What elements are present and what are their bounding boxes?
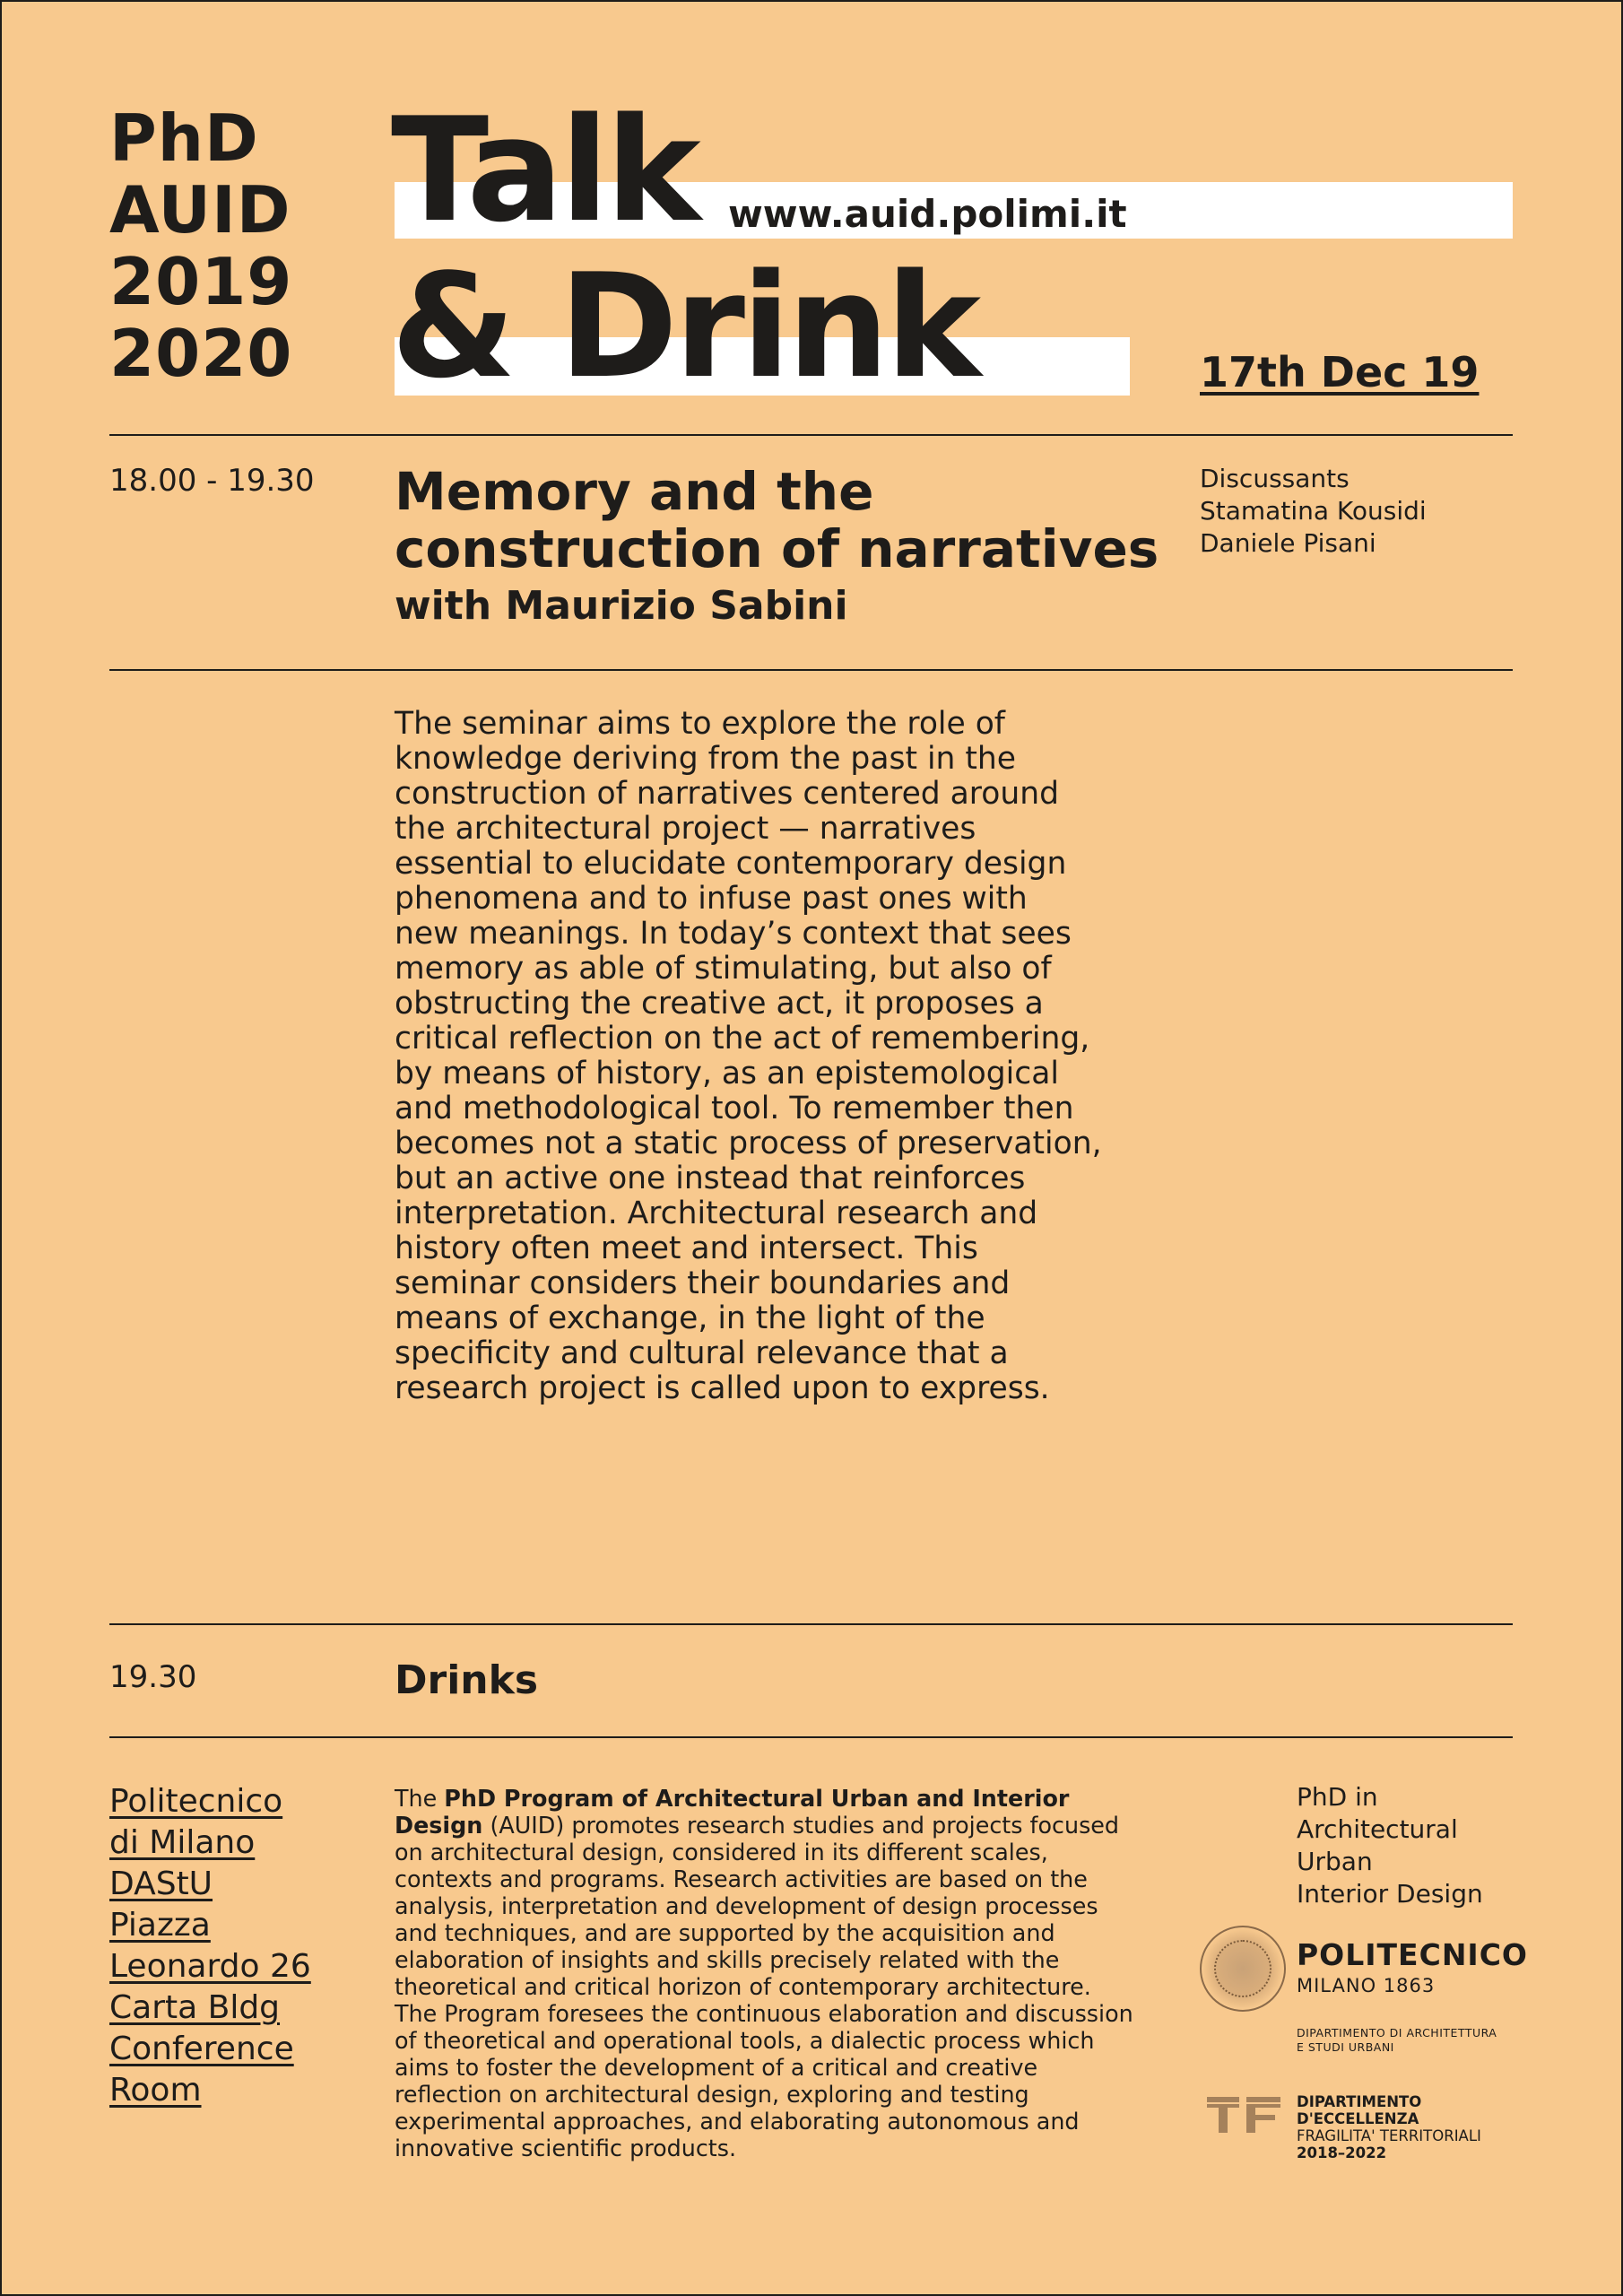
venue-line: Politecnico <box>109 1783 283 1820</box>
description-line: interpretation. Architectural research and <box>395 1196 1038 1231</box>
discussants <box>1200 463 1427 560</box>
excellence-line: FRAGILITA' TERRITORIALI <box>1297 2127 1481 2144</box>
phd-program-line: PhD in <box>1297 1782 1378 1812</box>
program-name: PhD Program of Architectural Urban and Interior Design <box>395 1785 1070 1839</box>
event-title-line2: & Drink <box>391 242 978 410</box>
program-text: (AUID) promotes research studies and projects focused on architectural design, considered in its different scales, contexts and programs. Research activities are based on the analysis, interpretation and development of design processes and techniques, and are supported by the acquisition and elaboration of insights and skills precisely related with the theoretical and critical horizon of contemporary architecture. The Program foresees the continuous elaboration and discussion of theoretical and operational tools, a dialectic process which aims to foster the development of a critical and creative reflection on architectural design, exploring and testing experimental approaches, and elaborating autonomous and innovative scientific products. <box>395 1812 1133 2161</box>
drinks-time: 19.30 <box>109 1659 197 1695</box>
politecnico-logo-text: POLITECNICO <box>1297 1937 1528 1972</box>
venue-line: Carta Bldg <box>109 1989 281 2026</box>
venue-line: Leonardo 26 <box>109 1948 311 1985</box>
venue-line: Conference <box>109 2031 294 2067</box>
description-line: knowledge deriving from the past in the <box>395 741 1016 777</box>
talk-time: 18.00 - 19.30 <box>109 463 315 499</box>
description-line: seminar considers their boundaries and <box>395 1265 1011 1301</box>
event-date: 17th Dec 19 <box>1200 348 1480 396</box>
description-line: construction of narratives centered around <box>395 776 1059 812</box>
excellence-line: D'ECCELLENZA <box>1297 2110 1419 2127</box>
description-line: critical reflection on the act of remembering, <box>395 1021 1090 1057</box>
tf-mark-icon <box>1207 2097 1282 2133</box>
description-line: research project is called upon to express. <box>395 1370 1050 1406</box>
description-line: the architectural project — narratives <box>395 811 976 847</box>
series-line: AUID <box>109 172 291 248</box>
description-line: obstructing the creative act, it proposes a <box>395 986 1044 1022</box>
politecnico-seal-icon <box>1200 1926 1286 2012</box>
divider <box>109 1623 1513 1625</box>
series-line: 2019 <box>109 244 293 319</box>
talk-speaker: with Maurizio Sabini <box>395 583 848 629</box>
department-name <box>1297 2026 1497 2055</box>
excellence-line: 2018–2022 <box>1297 2144 1387 2161</box>
talk-title-line: Memory and the <box>395 461 874 522</box>
discussant-name: Stamatina Kousidi <box>1200 496 1427 526</box>
excellence-label <box>1297 2093 1481 2161</box>
description-line: phenomena and to infuse past ones with <box>395 881 1028 917</box>
divider <box>109 1736 1513 1738</box>
description-line: essential to elucidate contemporary design <box>395 846 1067 882</box>
phd-program-line: Architectural <box>1297 1814 1458 1844</box>
venue-address <box>109 1781 311 2111</box>
description-line: memory as able of stimulating, but also of <box>395 951 1052 987</box>
description-line: means of exchange, in the light of the <box>395 1300 985 1336</box>
politecnico-city-text: MILANO 1863 <box>1297 1975 1436 1996</box>
description-line: new meanings. In today’s context that sees <box>395 916 1072 952</box>
series-line: PhD <box>109 100 259 176</box>
seminar-description <box>395 707 1148 1406</box>
phd-program-line: Interior Design <box>1297 1879 1483 1909</box>
description-line: specificity and cultural relevance that a <box>395 1335 1009 1371</box>
talk-title <box>395 463 1166 578</box>
description-line: The seminar aims to explore the role of <box>395 706 1005 742</box>
divider <box>109 434 1513 436</box>
venue-line: di Milano <box>109 1824 256 1861</box>
program-description <box>395 1785 1139 2161</box>
phd-program-line: Urban <box>1297 1847 1373 1876</box>
website-link[interactable]: www.auid.polimi.it <box>728 192 1127 236</box>
description-line: history often meet and intersect. This <box>395 1231 978 1266</box>
discussants-label: Discussants <box>1200 464 1350 493</box>
description-line: and methodological tool. To remember then <box>395 1091 1074 1126</box>
venue-line: DAStU <box>109 1866 213 1902</box>
discussant-name: Daniele Pisani <box>1200 528 1376 558</box>
excellence-line: DIPARTIMENTO <box>1297 2093 1422 2110</box>
description-line: but an active one instead that reinforces <box>395 1161 1026 1196</box>
description-line: by means of history, as an epistemological <box>395 1056 1059 1091</box>
program-intro: The <box>395 1785 445 1812</box>
department-line: DIPARTIMENTO DI ARCHITETTURA <box>1297 2026 1497 2039</box>
venue-line: Room <box>109 2072 202 2109</box>
talk-title-line: construction of narratives <box>395 518 1159 579</box>
phd-program-label <box>1297 1781 1483 1910</box>
divider <box>109 669 1513 671</box>
series-line: 2020 <box>109 316 293 391</box>
drinks-label: Drinks <box>395 1657 539 1703</box>
venue-line: Piazza <box>109 1907 211 1944</box>
department-line: E STUDI URBANI <box>1297 2040 1394 2054</box>
description-line: becomes not a static process of preservation, <box>395 1126 1102 1161</box>
event-title-line1: Talk <box>391 86 698 254</box>
series-label <box>109 102 292 389</box>
